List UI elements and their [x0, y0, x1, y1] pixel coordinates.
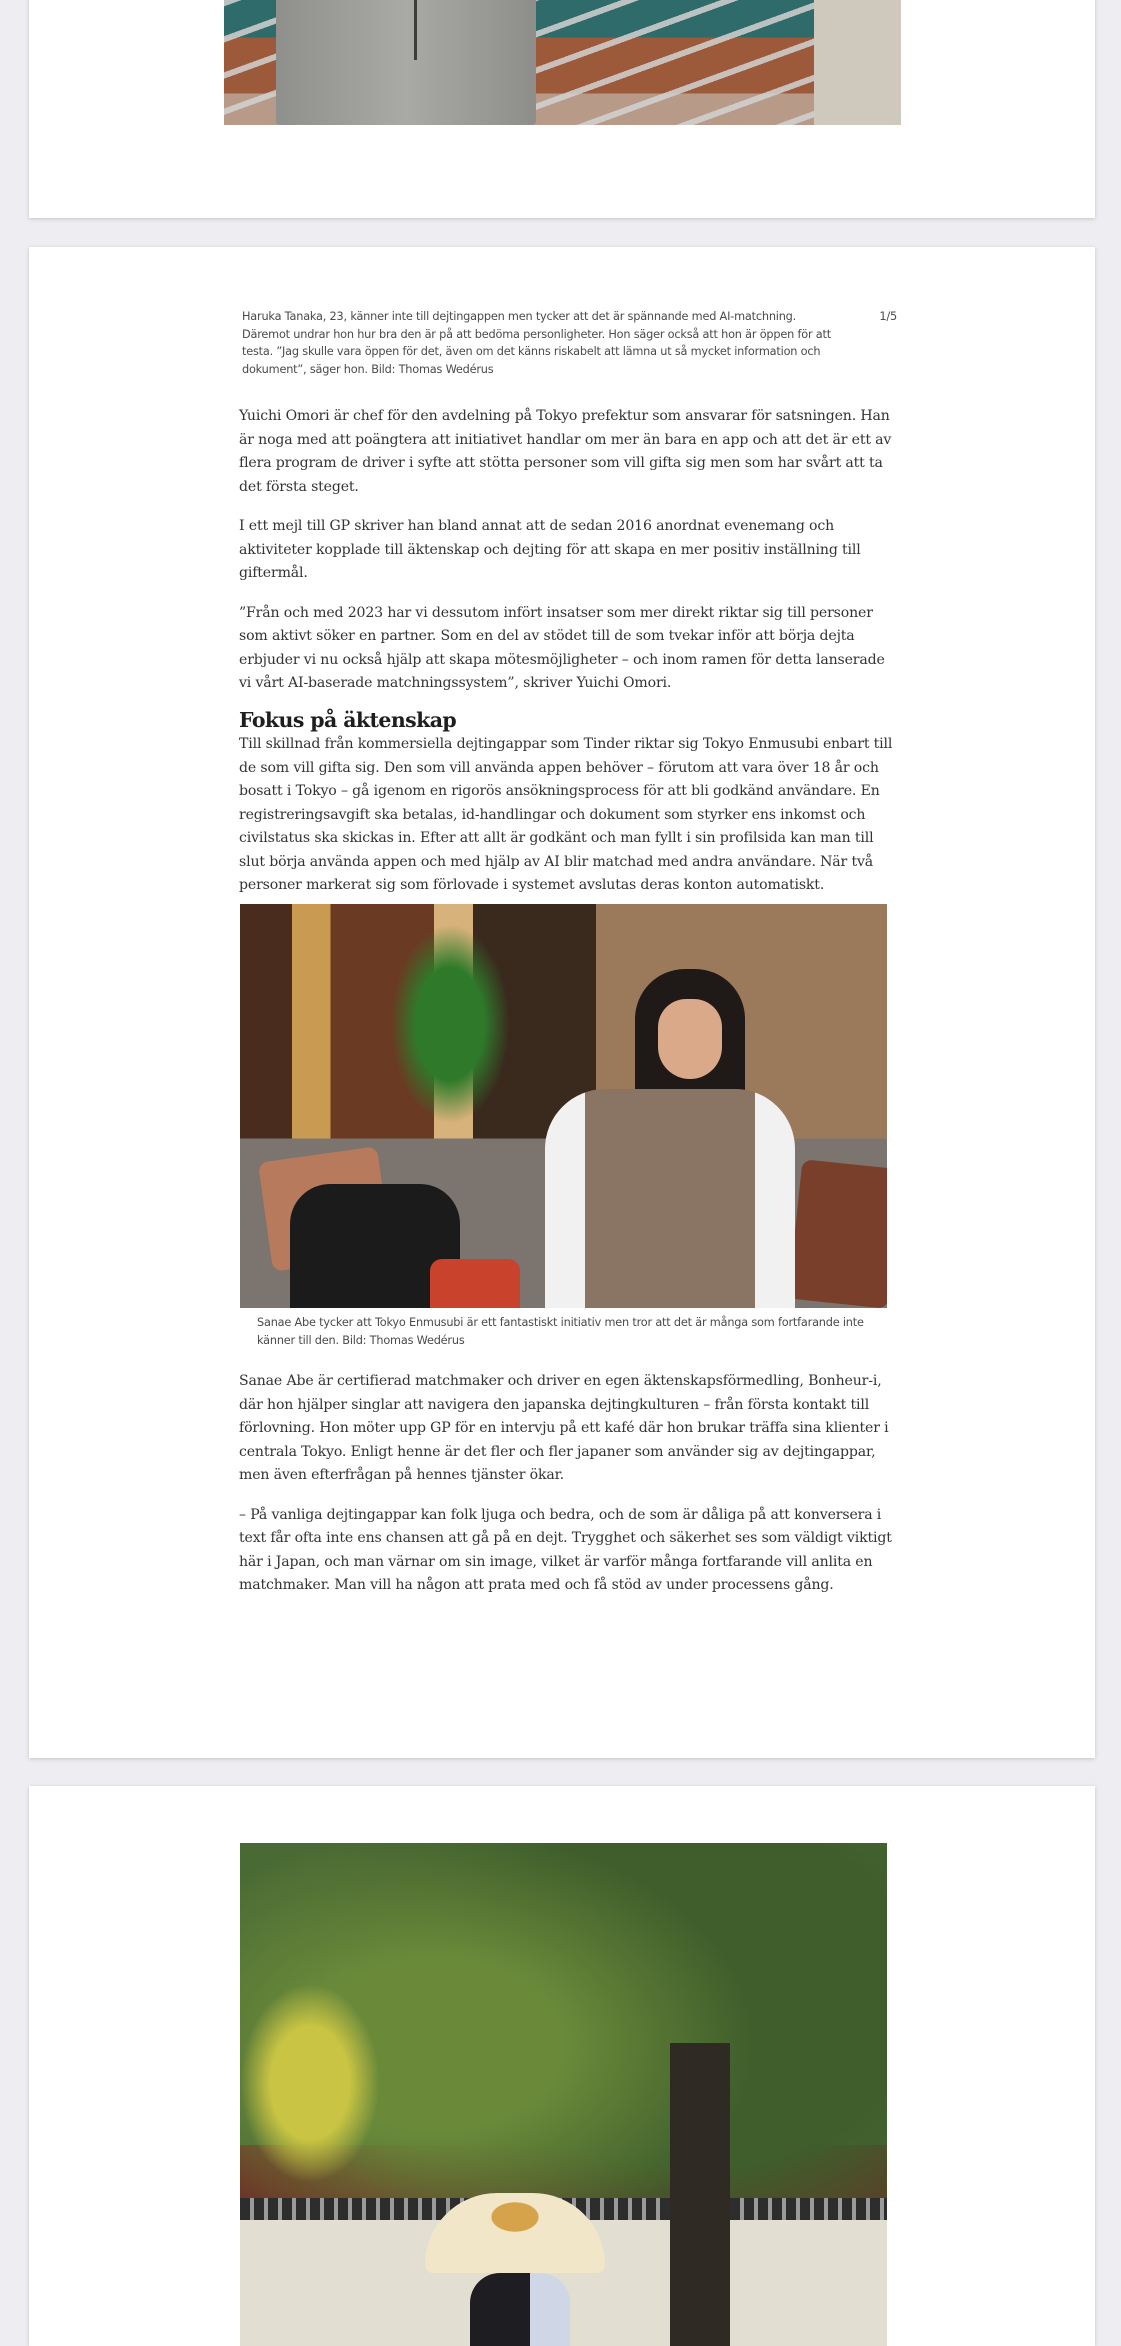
article-body-section-1 [239, 405, 899, 712]
photo-figure-bag [430, 1259, 520, 1308]
photo-figure-face [658, 999, 722, 1079]
paragraph: I ett mejl till GP skriver han bland annat att de sedan 2016 anordnat evenemang och aktiviteter kopplade till äktenskap och dejting för att skapa en mer positiv inställning till giftermål. [239, 518, 861, 581]
section-heading: Fokus på äktenskap [239, 708, 457, 732]
photo-figure-couple [470, 2273, 570, 2346]
article-card-2 [29, 247, 1095, 1758]
photo-figure-zip [414, 0, 417, 60]
paragraph: – På vanliga dejtingappar kan folk ljuga och bedra, och de som är dåliga på att konversera i text får ofta inte ens chansen att gå på en dejt. Trygghet och säkerhet ses som väldigt viktigt här i Japan, och man värnar om sin image, vilket är varför många fortfarande vill anlita en matchmaker. Man vill ha någon att prata med och få stöd av under processens gång. [239, 1506, 892, 1593]
article-body-section-2 [239, 707, 899, 914]
photo-figure-yellow-tree [240, 1983, 380, 2183]
article-photo-man-sweater[interactable] [224, 0, 901, 125]
photo-figure-body [545, 1089, 795, 1308]
photo-figure-person [276, 0, 536, 125]
article-body-section-3 [239, 1370, 899, 1614]
gallery-counter: 1/5 [879, 310, 897, 323]
paragraph: Yuichi Omori är chef för den avdelning på Tokyo prefektur som ansvarar för satsningen. Han är noga med att poängtera att initiativet handlar om mer än bara en app och att det är ett av flera program de driver i syfte att stötta personer som vill gifta sig men som har svårt att ta det första steget. [239, 408, 892, 495]
paragraph: ”Från och med 2023 har vi dessutom infört insatser som mer direkt riktar sig till personer som aktivt söker en partner. Som en del av stödet till de som tvekar inför att börja dejta erbjuder vi nu också hjälp att skapa mötesmöjligheter – och inom ramen för detta lanserade vi vårt AI-baserade matchningssystem”, skriver Yuichi Omori. [239, 604, 885, 691]
paragraph: Till skillnad från kommersiella dejtingappar som Tinder riktar sig Tokyo Enmusubi enbart till de som vill gifta sig. Den som vill använda appen behöver – förutom att vara över 18 år och bosatt i Tokyo – gå igenom en rigorös ansökningsprocess för att bli godkänd användare. En registreringsavgift ska betalas, id-handlingar och dokument som styrker ens inkomst och civilstatus ska skickas in. Efter att allt är godkänt och man fyllt i sin profilsida kan man till slut börja använda appen och med hjälp av AI blir matchad med andra användare. När två personer markerat sig som förlovade i systemet avslutas deras konton automatiskt. [239, 736, 893, 893]
paragraph: Sanae Abe är certifierad matchmaker och driver en egen äktenskapsförmedling, Bonheur-i, där hon hjälper singlar att navigera den japanska dejtingkulturen – från första kontakt till förlovning. Hon möter upp GP för en intervju på ett kafé där hon brukar träffa sina klienter i centrala Tokyo. Enligt henne är det fler och fler japaner som använder sig av dejtingappar, men även efterfrågan på hennes tjänster ökar. [239, 1373, 889, 1483]
gallery-caption: Haruka Tanaka, 23, känner inte till dejtingappen men tycker att det är spännande med AI-matchning. Däremot undrar hon hur bra den är på att bedöma personligheter. Hon säger också att hon är öppen för att testa. ”Jag skulle vara öppen för det, även om det känns riskabelt att lämna ut så mycket information och dokument”, säger hon. Bild: Thomas Wedérus [242, 310, 831, 376]
photo-figure-plant [390, 924, 510, 1124]
photo-figure-tree-trunk [670, 2043, 730, 2346]
article-photo-sanae-abe[interactable] [240, 904, 887, 1308]
article-card-1 [29, 0, 1095, 218]
article-photo-couple-umbrella[interactable] [240, 1843, 887, 2346]
photo-figure-pillow-right [788, 1159, 887, 1308]
article-card-3 [29, 1786, 1095, 2346]
photo-caption: Sanae Abe tycker att Tokyo Enmusubi är ett fantastiskt initiativ men tror att det är många som fortfarande inte känner till den. Bild: Thomas Wedérus [257, 1316, 864, 1347]
